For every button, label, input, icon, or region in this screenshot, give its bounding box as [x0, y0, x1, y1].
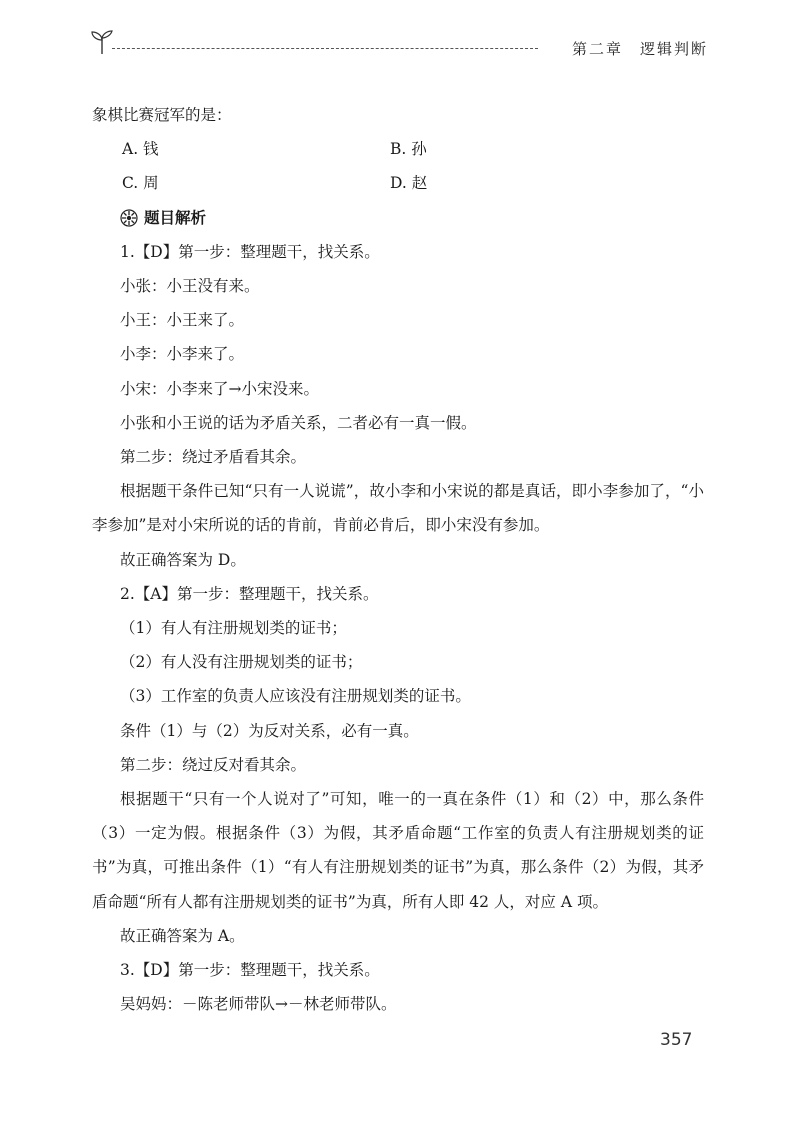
paragraph: 根据题干条件已知“只有一人说谎”，故小李和小宋说的都是真话，即小李参加了，“小李参加”是对小宋所说的话的肯前，肯前必肯后，即小宋没有参加。	[92, 482, 704, 535]
page-number: 357	[660, 1030, 693, 1050]
sprout-icon	[88, 28, 116, 56]
text-line: 小王：小王来了。	[120, 311, 245, 330]
chapter-title: 第二章 逻辑判断	[571, 40, 708, 58]
running-header	[88, 28, 708, 58]
option-d: D. 赵	[390, 174, 428, 193]
page-body	[92, 98, 704, 1021]
text-line: 小张：小王没有来。	[120, 277, 260, 296]
text-line: 第二步：绕过矛盾看其余。	[120, 448, 307, 467]
analysis-heading-label: 题目解析	[144, 207, 207, 227]
text-line: 2.【A】第一步：整理题干，找关系。	[120, 584, 379, 603]
option-b: B. 孙	[390, 140, 427, 159]
text-line: （1）有人有注册规划类的证书；	[120, 619, 347, 638]
flower-icon	[120, 209, 138, 227]
analysis-heading	[92, 201, 704, 235]
text-line: （3）工作室的负责人应该没有注册规划类的证书。	[120, 687, 471, 706]
option-c: C. 周	[122, 174, 159, 193]
text-line: 故正确答案为 D。	[120, 550, 246, 569]
text-line: 小李：小李来了。	[120, 345, 245, 364]
text-line: 3.【D】第一步：整理题干，找关系。	[120, 961, 380, 980]
text-line: 1.【D】第一步：整理题干，找关系。	[120, 242, 380, 261]
text-line: （2）有人没有注册规划类的证书；	[120, 653, 363, 672]
answer-options	[92, 132, 704, 200]
text-line: 第二步：绕过反对看其余。	[120, 755, 307, 774]
text-line: 故正确答案为 A。	[120, 926, 245, 945]
option-a: A. 钱	[122, 140, 159, 159]
text-line: 小张和小王说的话为矛盾关系，二者必有一真一假。	[120, 413, 477, 432]
text-line: 条件（1）与（2）为反对关系，必有一真。	[120, 721, 419, 740]
header-divider	[112, 48, 538, 49]
text-line: 小宋：小李来了→小宋没来。	[120, 379, 319, 398]
question-tail: 象棋比赛冠军的是：	[92, 106, 232, 124]
text-line: 吴妈妈：－陈老师带队→－林老师带队。	[120, 995, 397, 1014]
paragraph: 根据题干“只有一个人说对了”可知，唯一的一真在条件（1）和（2）中，那么条件（3）一定为假。根据条件（3）为假，其矛盾命题“工作室的负责人有注册规划类的证书”为真，可推出条件（1）“有人有注册规划类的证书”为真，那么条件（2）为假，其矛盾命题“所有人都有注册规划类的证书”为真，所有人即 42 人，对应 A 项。	[92, 790, 704, 911]
